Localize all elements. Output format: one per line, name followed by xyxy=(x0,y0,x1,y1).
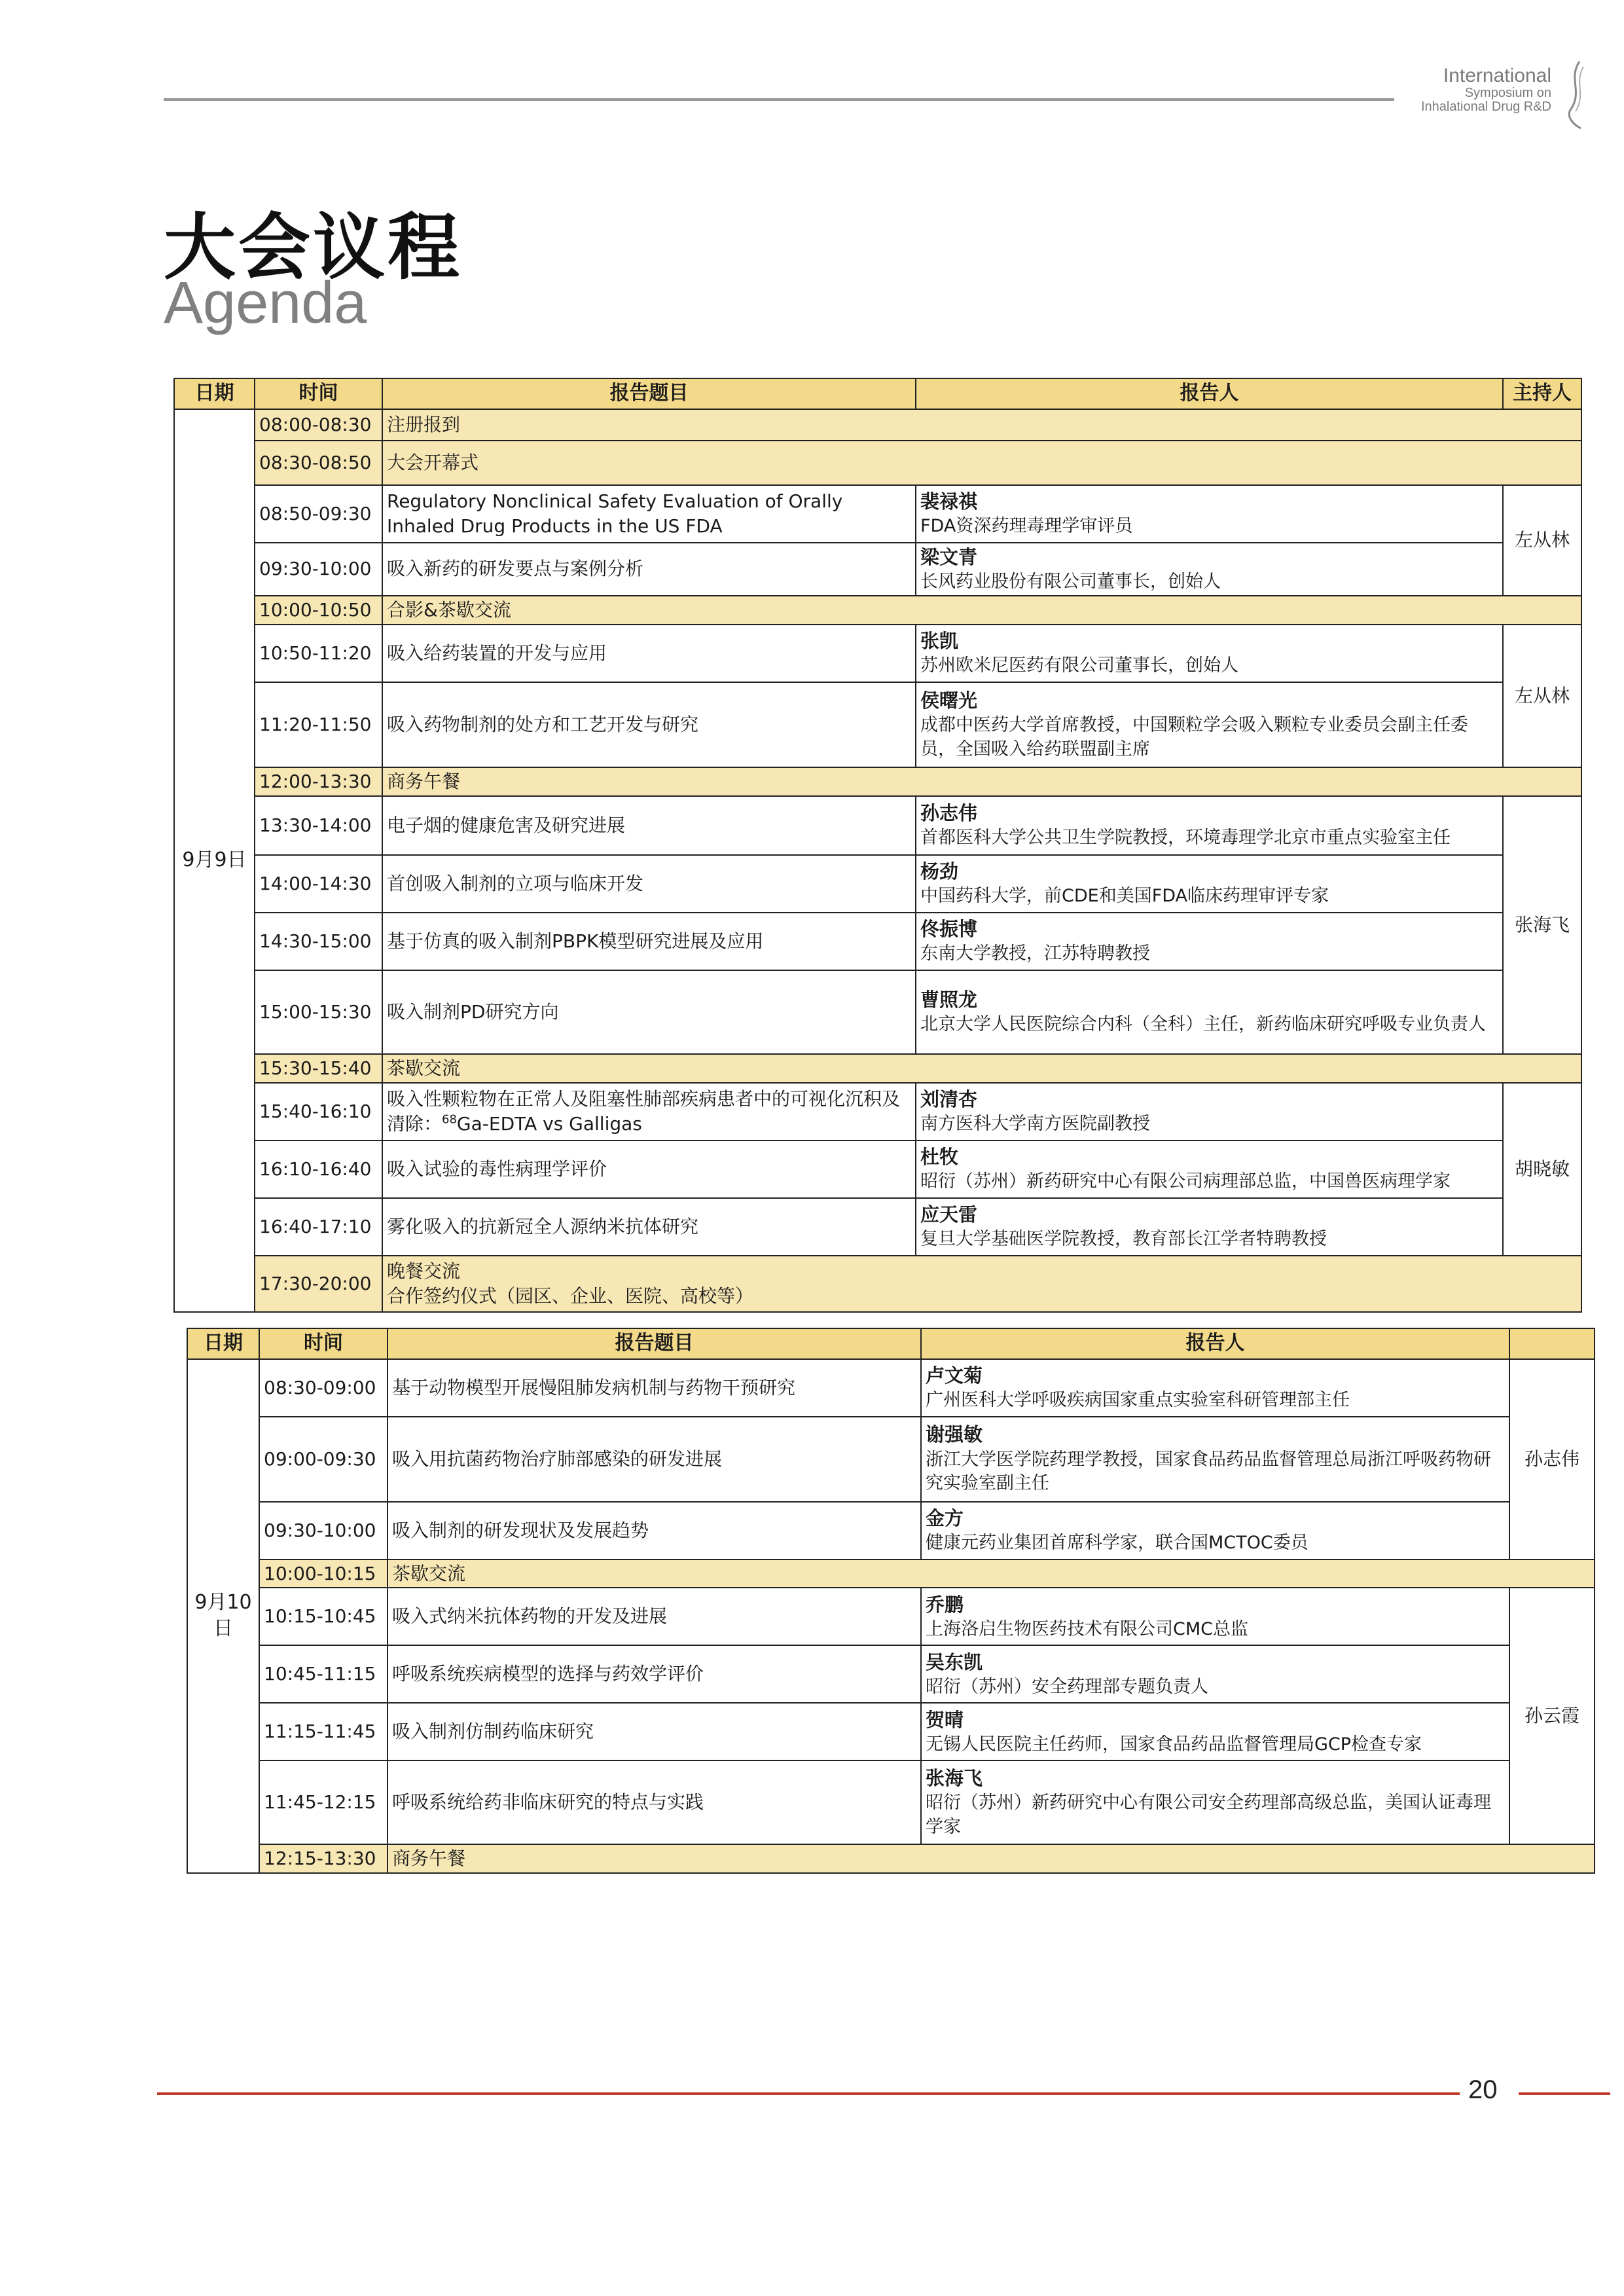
speaker-cell xyxy=(921,1760,1509,1844)
speaker-name: 杨劲 xyxy=(920,860,959,883)
session-topic: 雾化吸入的抗新冠全人源纳米抗体研究 xyxy=(382,1198,916,1256)
speaker-name: 应天雷 xyxy=(920,1203,978,1226)
header-date: 日期 xyxy=(187,1328,259,1359)
session-time: 11:20-11:50 xyxy=(255,682,382,767)
session-time: 09:30-10:00 xyxy=(259,1502,388,1559)
session-topic: 基于仿真的吸入制剂PBPK模型研究进展及应用 xyxy=(382,913,916,970)
session-time: 14:30-15:00 xyxy=(255,913,382,970)
session-topic xyxy=(382,1256,1581,1312)
header-host-empty xyxy=(1509,1328,1595,1359)
agenda-table-day1 xyxy=(173,378,1582,1313)
session-time: 10:50-11:20 xyxy=(255,625,382,682)
session-topic: 茶歇交流 xyxy=(382,1054,1581,1083)
speaker-cell xyxy=(916,485,1503,543)
topic-text-pre: 吸入性颗粒物在正常人及阻塞性肺部疾病患者中的可视化沉积及清除： xyxy=(387,1088,901,1135)
speaker-cell xyxy=(921,1502,1509,1559)
speaker-cell xyxy=(916,1198,1503,1256)
speaker-name: 刘清杏 xyxy=(920,1088,978,1111)
speaker-affiliation: 首都医科大学公共卫生学院教授，环境毒理学北京市重点实验室主任 xyxy=(920,828,1451,848)
speaker-cell xyxy=(916,1083,1503,1140)
session-topic: 电子烟的健康危害及研究进展 xyxy=(382,796,916,855)
speaker-cell xyxy=(916,913,1503,970)
session-time: 10:15-10:45 xyxy=(259,1588,388,1645)
session-topic: Regulatory Nonclinical Safety Evaluation of Orally Inhaled Drug Products in the US FDA xyxy=(382,485,916,543)
session-time: 17:30-20:00 xyxy=(255,1256,382,1312)
session-topic xyxy=(382,1083,916,1140)
speaker-name: 金方 xyxy=(926,1506,964,1529)
session-time: 09:30-10:00 xyxy=(255,543,382,596)
session-time: 15:30-15:40 xyxy=(255,1054,382,1083)
session-time: 15:00-15:30 xyxy=(255,970,382,1054)
session-host: 胡晓敏 xyxy=(1503,1083,1581,1256)
speaker-affiliation: 浙江大学医学院药理学教授，国家食品药品监督管理总局浙江呼吸药物研究实验室副主任 xyxy=(926,1449,1491,1494)
speaker-affiliation: 成都中医药大学首席教授，中国颗粒学会吸入颗粒专业委员会副主任委员，全国吸入给药联盟副主席 xyxy=(920,715,1468,759)
speaker-cell xyxy=(916,970,1503,1054)
speaker-affiliation: 无锡人民医院主任药师，国家食品药品监督管理局GCP检查专家 xyxy=(926,1734,1422,1755)
session-topic: 吸入制剂PD研究方向 xyxy=(382,970,916,1054)
speaker-name: 吴东凯 xyxy=(926,1650,983,1673)
brand-line-3: Inhalational Drug R&D xyxy=(1421,99,1551,114)
speaker-name: 张凯 xyxy=(920,630,959,653)
header-topic: 报告题目 xyxy=(388,1328,921,1359)
session-topic: 商务午餐 xyxy=(388,1844,1595,1873)
speaker-affiliation: FDA资深药理毒理学审评员 xyxy=(920,515,1133,536)
speaker-affiliation: 北京大学人民医院综合内科（全科）主任，新药临床研究呼吸专业负责人 xyxy=(920,1014,1486,1035)
speaker-affiliation: 中国药科大学，前CDE和美国FDA临床药理审评专家 xyxy=(920,886,1329,907)
session-time: 09:00-09:30 xyxy=(259,1417,388,1502)
speaker-affiliation: 昭衍（苏州）安全药理部专题负责人 xyxy=(926,1676,1208,1697)
speaker-cell xyxy=(921,1645,1509,1703)
session-topic: 吸入药物制剂的处方和工艺开发与研究 xyxy=(382,682,916,767)
header-host: 主持人 xyxy=(1503,378,1581,409)
session-time: 08:30-08:50 xyxy=(255,441,382,485)
session-time: 10:00-10:15 xyxy=(259,1559,388,1588)
speaker-cell xyxy=(916,855,1503,913)
session-time: 10:45-11:15 xyxy=(259,1645,388,1703)
speaker-name: 张海飞 xyxy=(926,1767,983,1790)
session-time: 11:45-12:15 xyxy=(259,1760,388,1844)
speaker-affiliation: 苏州欧米尼医药有限公司董事长，创始人 xyxy=(920,655,1238,676)
session-time: 08:00-08:30 xyxy=(255,409,382,441)
speaker-name: 裴禄祺 xyxy=(920,490,978,513)
session-time: 16:40-17:10 xyxy=(255,1198,382,1256)
speaker-name: 侯曙光 xyxy=(920,689,978,712)
header-speaker: 报告人 xyxy=(916,378,1503,409)
day2-date: 9月10日 xyxy=(187,1359,259,1874)
session-time: 08:30-09:00 xyxy=(259,1359,388,1417)
speaker-cell xyxy=(916,1140,1503,1198)
session-topic: 吸入制剂的研发现状及发展趋势 xyxy=(388,1502,921,1559)
session-time: 13:30-14:00 xyxy=(255,796,382,855)
speaker-cell xyxy=(916,682,1503,767)
speaker-name: 杜牧 xyxy=(920,1146,959,1169)
speaker-cell xyxy=(921,1359,1509,1417)
speaker-name: 曹照龙 xyxy=(920,989,978,1011)
session-topic: 吸入新药的研发要点与案例分析 xyxy=(382,543,916,596)
speaker-affiliation: 昭衍（苏州）新药研究中心有限公司病理部总监，中国兽医病理学家 xyxy=(920,1171,1451,1192)
speaker-cell xyxy=(916,543,1503,596)
speaker-cell xyxy=(916,796,1503,855)
session-topic: 吸入试验的毒性病理学评价 xyxy=(382,1140,916,1198)
brand-logo-icon xyxy=(1561,59,1587,131)
header-time: 时间 xyxy=(259,1328,388,1359)
session-time: 12:00-13:30 xyxy=(255,767,382,796)
brand-line-2: Symposium on xyxy=(1464,85,1551,100)
session-host: 孙志伟 xyxy=(1509,1359,1595,1559)
session-time: 10:00-10:50 xyxy=(255,596,382,625)
session-time: 12:15-13:30 xyxy=(259,1844,388,1873)
topic-isotope: 68 xyxy=(442,1112,457,1127)
header-topic: 报告题目 xyxy=(382,378,916,409)
session-host: 孙云霞 xyxy=(1509,1588,1595,1844)
session-topic: 首创吸入制剂的立项与临床开发 xyxy=(382,855,916,913)
session-topic: 吸入用抗菌药物治疗肺部感染的研发进展 xyxy=(388,1417,921,1502)
session-time: 08:50-09:30 xyxy=(255,485,382,543)
page-number: 20 xyxy=(1468,2075,1498,2104)
speaker-cell xyxy=(921,1417,1509,1502)
topic-line-1: 晚餐交流 xyxy=(387,1260,461,1283)
page-title-cn: 大会议程 xyxy=(164,206,462,289)
session-time: 16:10-16:40 xyxy=(255,1140,382,1198)
footer-rule-left xyxy=(157,2092,1460,2095)
speaker-name: 孙志伟 xyxy=(920,802,978,825)
speaker-affiliation: 长风药业股份有限公司董事长，创始人 xyxy=(920,571,1221,592)
speaker-affiliation: 复旦大学基础医学院教授，教育部长江学者特聘教授 xyxy=(920,1229,1327,1250)
brand-line-1: International xyxy=(1443,65,1551,86)
session-topic: 基于动物模型开展慢阻肺发病机制与药物干预研究 xyxy=(388,1359,921,1417)
page-title-en: Agenda xyxy=(164,270,367,336)
speaker-affiliation: 上海洛启生物医药技术有限公司CMC总监 xyxy=(926,1618,1248,1639)
day1-date: 9月9日 xyxy=(174,409,255,1312)
footer-rule-right xyxy=(1519,2092,1610,2095)
header-rule xyxy=(164,98,1394,101)
header-time: 时间 xyxy=(255,378,382,409)
session-host: 左从林 xyxy=(1503,625,1581,767)
session-host: 左从林 xyxy=(1503,485,1581,596)
speaker-cell xyxy=(921,1703,1509,1760)
session-topic: 合影&茶歇交流 xyxy=(382,596,1581,625)
speaker-name: 乔鹏 xyxy=(926,1593,964,1616)
session-time: 15:40-16:10 xyxy=(255,1083,382,1140)
session-topic: 呼吸系统疾病模型的选择与药效学评价 xyxy=(388,1645,921,1703)
speaker-affiliation: 南方医科大学南方医院副教授 xyxy=(920,1114,1150,1135)
topic-text-post: Ga-EDTA vs Galligas xyxy=(456,1112,642,1135)
speaker-name: 佟振博 xyxy=(920,918,978,941)
session-topic: 茶歇交流 xyxy=(388,1559,1595,1588)
speaker-affiliation: 昭衍（苏州）新药研究中心有限公司安全药理部高级总监，美国认证毒理学家 xyxy=(926,1793,1491,1837)
speaker-cell xyxy=(916,625,1503,682)
session-time: 14:00-14:30 xyxy=(255,855,382,913)
session-topic: 大会开幕式 xyxy=(382,441,1581,485)
session-topic: 吸入给药装置的开发与应用 xyxy=(382,625,916,682)
speaker-cell xyxy=(921,1588,1509,1645)
speaker-name: 谢强敏 xyxy=(926,1423,983,1446)
speaker-name: 贺晴 xyxy=(926,1708,964,1731)
session-topic: 吸入式纳米抗体药物的开发及进展 xyxy=(388,1588,921,1645)
session-topic: 商务午餐 xyxy=(382,767,1581,796)
topic-line-2: 合作签约仪式（园区、企业、医院、高校等） xyxy=(387,1285,754,1307)
speaker-name: 梁文青 xyxy=(920,545,978,568)
session-topic: 注册报到 xyxy=(382,409,1581,441)
session-topic: 吸入制剂仿制药临床研究 xyxy=(388,1703,921,1760)
symposium-brand xyxy=(1348,65,1551,114)
speaker-affiliation: 广州医科大学呼吸疾病国家重点实验室科研管理部主任 xyxy=(926,1389,1350,1410)
speaker-affiliation: 东南大学教授，江苏特聘教授 xyxy=(920,943,1150,964)
header-date: 日期 xyxy=(174,378,255,409)
header-speaker: 报告人 xyxy=(921,1328,1509,1359)
session-time: 11:15-11:45 xyxy=(259,1703,388,1760)
session-host: 张海飞 xyxy=(1503,796,1581,1054)
agenda-table-day2 xyxy=(187,1328,1595,1874)
speaker-name: 卢文菊 xyxy=(926,1364,983,1387)
session-topic: 呼吸系统给药非临床研究的特点与实践 xyxy=(388,1760,921,1844)
speaker-affiliation: 健康元药业集团首席科学家，联合国MCTOC委员 xyxy=(926,1532,1308,1553)
